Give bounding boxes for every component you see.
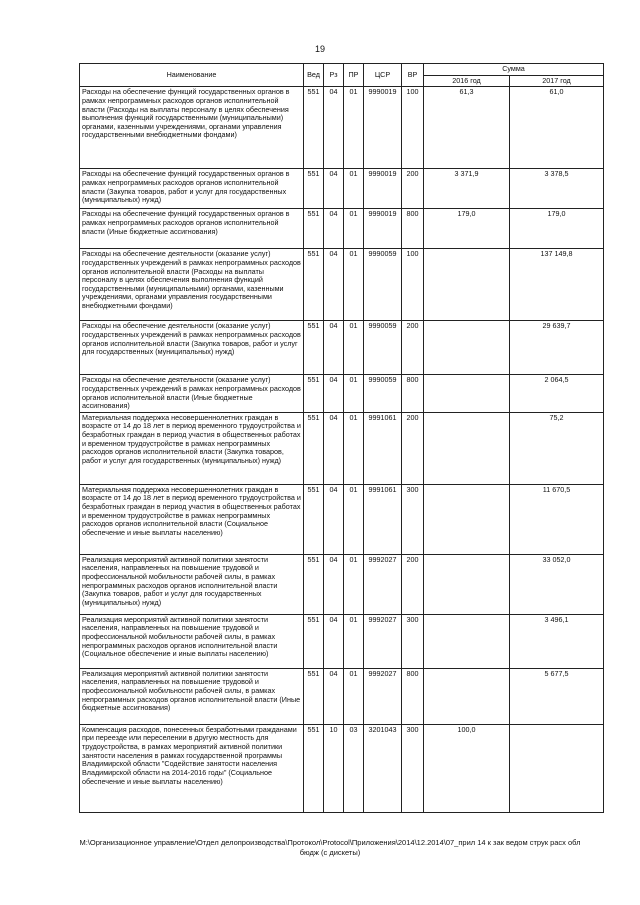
table-row xyxy=(80,321,604,375)
page-number: 19 xyxy=(314,44,325,54)
table-row xyxy=(80,614,604,668)
row-pr: 01 xyxy=(344,375,364,413)
row-vr: 200 xyxy=(402,169,424,209)
budget-table xyxy=(79,63,604,813)
row-rz: 04 xyxy=(324,614,344,668)
row-csr: 9992027 xyxy=(364,614,402,668)
row-sum-2017: 137 149,8 xyxy=(510,249,604,321)
row-rz: 04 xyxy=(324,249,344,321)
row-sum-2017: 5 677,5 xyxy=(510,668,604,724)
row-ved: 551 xyxy=(304,668,324,724)
row-pr: 01 xyxy=(344,87,364,169)
row-sum-2016 xyxy=(424,321,510,375)
row-rz: 04 xyxy=(324,484,344,554)
row-csr: 9991061 xyxy=(364,484,402,554)
row-csr: 9990059 xyxy=(364,375,402,413)
row-pr: 01 xyxy=(344,209,364,249)
row-pr: 03 xyxy=(344,724,364,812)
row-rz: 04 xyxy=(324,554,344,614)
row-ved: 551 xyxy=(304,375,324,413)
row-sum-2017: 2 064,5 xyxy=(510,375,604,413)
row-rz: 04 xyxy=(324,209,344,249)
row-name: Материальная поддержка несовершеннолетних граждан в возрасте от 14 до 18 лет в период временного трудоустройства и безработных граждан в период участия в общественных работах и временном трудоустройстве в рамках непрограммных расходов органов исполнительной власти (Социальное обеспечение и иные выплаты населению) xyxy=(80,484,304,554)
row-vr: 100 xyxy=(402,87,424,169)
header-rz: Рз xyxy=(324,64,344,87)
table-row xyxy=(80,668,604,724)
row-sum-2017: 29 639,7 xyxy=(510,321,604,375)
row-ved: 551 xyxy=(304,209,324,249)
row-sum-2016 xyxy=(424,375,510,413)
row-name: Расходы на обеспечение функций государственных органов в рамках непрограммных расходов органов исполнительной власти (Закупка товаров, работ и услуг для государственных (муниципальных) нужд) xyxy=(80,169,304,209)
row-name: Расходы на обеспечение функций государственных органов в рамках непрограммных расходов органов исполнительной власти (Иные бюджетные ассигнования) xyxy=(80,209,304,249)
row-sum-2016: 100,0 xyxy=(424,724,510,812)
row-pr: 01 xyxy=(344,554,364,614)
row-ved: 551 xyxy=(304,614,324,668)
row-vr: 800 xyxy=(402,375,424,413)
row-pr: 01 xyxy=(344,484,364,554)
table-row xyxy=(80,484,604,554)
row-pr: 01 xyxy=(344,412,364,484)
header-year-2016: 2016 год xyxy=(424,75,510,87)
row-csr: 9991061 xyxy=(364,412,402,484)
row-pr: 01 xyxy=(344,249,364,321)
row-csr: 9990019 xyxy=(364,209,402,249)
table-row xyxy=(80,412,604,484)
row-sum-2016 xyxy=(424,554,510,614)
row-name: Расходы на обеспечение деятельности (оказание услуг) государственных учреждений в рамках непрограммных расходов органов исполнительной власти (Иные бюджетные ассигнования) xyxy=(80,375,304,413)
row-vr: 300 xyxy=(402,724,424,812)
row-csr: 9992027 xyxy=(364,554,402,614)
row-pr: 01 xyxy=(344,614,364,668)
row-name: Расходы на обеспечение деятельности (оказание услуг) государственных учреждений в рамках непрограммных расходов органов исполнительной власти (Расходы на выплаты персоналу в целях обеспечения выполнения функций государственными (муниципальными) органами, казенными учреждениями, органами управления государственными внебюджетными фондами) xyxy=(80,249,304,321)
header-sum: Сумма xyxy=(424,64,604,76)
row-pr: 01 xyxy=(344,668,364,724)
header-year-2017: 2017 год xyxy=(510,75,604,87)
table-row xyxy=(80,375,604,413)
row-rz: 04 xyxy=(324,169,344,209)
row-sum-2017: 11 670,5 xyxy=(510,484,604,554)
row-ved: 551 xyxy=(304,724,324,812)
row-sum-2016: 179,0 xyxy=(424,209,510,249)
row-sum-2017: 3 496,1 xyxy=(510,614,604,668)
row-name: Расходы на обеспечение деятельности (оказание услуг) государственных учреждений в рамках непрограммных расходов органов исполнительной власти (Закупка товаров, работ и услуг для государственных (муниципальных) нужд) xyxy=(80,321,304,375)
row-vr: 800 xyxy=(402,668,424,724)
row-rz: 04 xyxy=(324,668,344,724)
row-ved: 551 xyxy=(304,249,324,321)
row-ved: 551 xyxy=(304,412,324,484)
row-name: Материальная поддержка несовершеннолетних граждан в возрасте от 14 до 18 лет в период временного трудоустройства и безработных граждан в период участия в общественных работах и временном трудоустройстве в рамках непрограммных расходов органов исполнительной власти (Закупка товаров, работ и услуг для государственных (муниципальных) нужд) xyxy=(80,412,304,484)
row-csr: 9990019 xyxy=(364,169,402,209)
row-ved: 551 xyxy=(304,87,324,169)
table-row xyxy=(80,209,604,249)
row-csr: 9992027 xyxy=(364,668,402,724)
row-csr: 9990019 xyxy=(364,87,402,169)
row-sum-2016: 3 371,9 xyxy=(424,169,510,209)
row-name: Компенсация расходов, понесенных безработными гражданами при переезде или переселении в другую местность для трудоустройства, в рамках мероприятий активной политики занятости населения в рамках государственной программы Владимирской области "Содействие занятости населения Владимирской области на 2014-2016 годы" (Социальное обеспечение и иные выплаты населению) xyxy=(80,724,304,812)
header-name: Наименование xyxy=(80,64,304,87)
row-rz: 04 xyxy=(324,375,344,413)
row-pr: 01 xyxy=(344,169,364,209)
header-csr: ЦСР xyxy=(364,64,402,87)
row-sum-2017: 75,2 xyxy=(510,412,604,484)
row-rz: 04 xyxy=(324,412,344,484)
row-rz: 04 xyxy=(324,87,344,169)
row-sum-2017: 61,0 xyxy=(510,87,604,169)
row-sum-2017: 179,0 xyxy=(510,209,604,249)
row-vr: 200 xyxy=(402,321,424,375)
row-ved: 551 xyxy=(304,484,324,554)
row-name: Реализация мероприятий активной политики занятости населения, направленных на повышение трудовой и профессиональной мобильности рабочей силы, в рамках непрограммных расходов органов исполнительной власти (Иные бюджетные ассигнования) xyxy=(80,668,304,724)
file-path-footer: M:\Организационное управление\Отдел делопроизводства\Протокол\Protocol\Приложения\2014\12.2014\07_прил 14 к зак ведом струк расх обл бюдж (с дискеты) xyxy=(79,838,581,857)
row-sum-2017: 33 052,0 xyxy=(510,554,604,614)
row-sum-2016 xyxy=(424,484,510,554)
row-rz: 04 xyxy=(324,321,344,375)
row-ved: 551 xyxy=(304,169,324,209)
row-vr: 100 xyxy=(402,249,424,321)
row-name: Расходы на обеспечение функций государственных органов в рамках непрограммных расходов органов исполнительной власти (Расходы на выплаты персоналу в целях обеспечения выполнения функций государственными (муниципальными) органами, казенными учреждениями, органами управления государственными внебюджетными фондами) xyxy=(80,87,304,169)
row-vr: 300 xyxy=(402,484,424,554)
row-rz: 10 xyxy=(324,724,344,812)
row-sum-2016 xyxy=(424,668,510,724)
row-csr: 9990059 xyxy=(364,321,402,375)
row-vr: 300 xyxy=(402,614,424,668)
table-row xyxy=(80,249,604,321)
table-row xyxy=(80,554,604,614)
row-ved: 551 xyxy=(304,321,324,375)
row-name: Реализация мероприятий активной политики занятости населения, направленных на повышение трудовой и профессиональной мобильности рабочей силы, в рамках непрограммных расходов органов исполнительной власти (Закупка товаров, работ и услуг для государственных (муниципальных) нужд) xyxy=(80,554,304,614)
row-pr: 01 xyxy=(344,321,364,375)
header-pr: ПР xyxy=(344,64,364,87)
row-sum-2017 xyxy=(510,724,604,812)
row-vr: 800 xyxy=(402,209,424,249)
table-body xyxy=(80,87,604,813)
row-vr: 200 xyxy=(402,412,424,484)
row-csr: 3201043 xyxy=(364,724,402,812)
table-row xyxy=(80,724,604,812)
row-ved: 551 xyxy=(304,554,324,614)
row-csr: 9990059 xyxy=(364,249,402,321)
row-sum-2016 xyxy=(424,249,510,321)
row-sum-2016 xyxy=(424,412,510,484)
row-sum-2017: 3 378,5 xyxy=(510,169,604,209)
header-ved: Вед xyxy=(304,64,324,87)
table-row xyxy=(80,169,604,209)
header-row xyxy=(80,64,604,76)
table-row xyxy=(80,87,604,169)
row-name: Реализация мероприятий активной политики занятости населения, направленных на повышение трудовой и профессиональной мобильности рабочей силы, в рамках непрограммных расходов органов исполнительной власти (Социальное обеспечение и иные выплаты населению) xyxy=(80,614,304,668)
header-vr: ВР xyxy=(402,64,424,87)
row-sum-2016 xyxy=(424,614,510,668)
row-sum-2016: 61,3 xyxy=(424,87,510,169)
row-vr: 200 xyxy=(402,554,424,614)
